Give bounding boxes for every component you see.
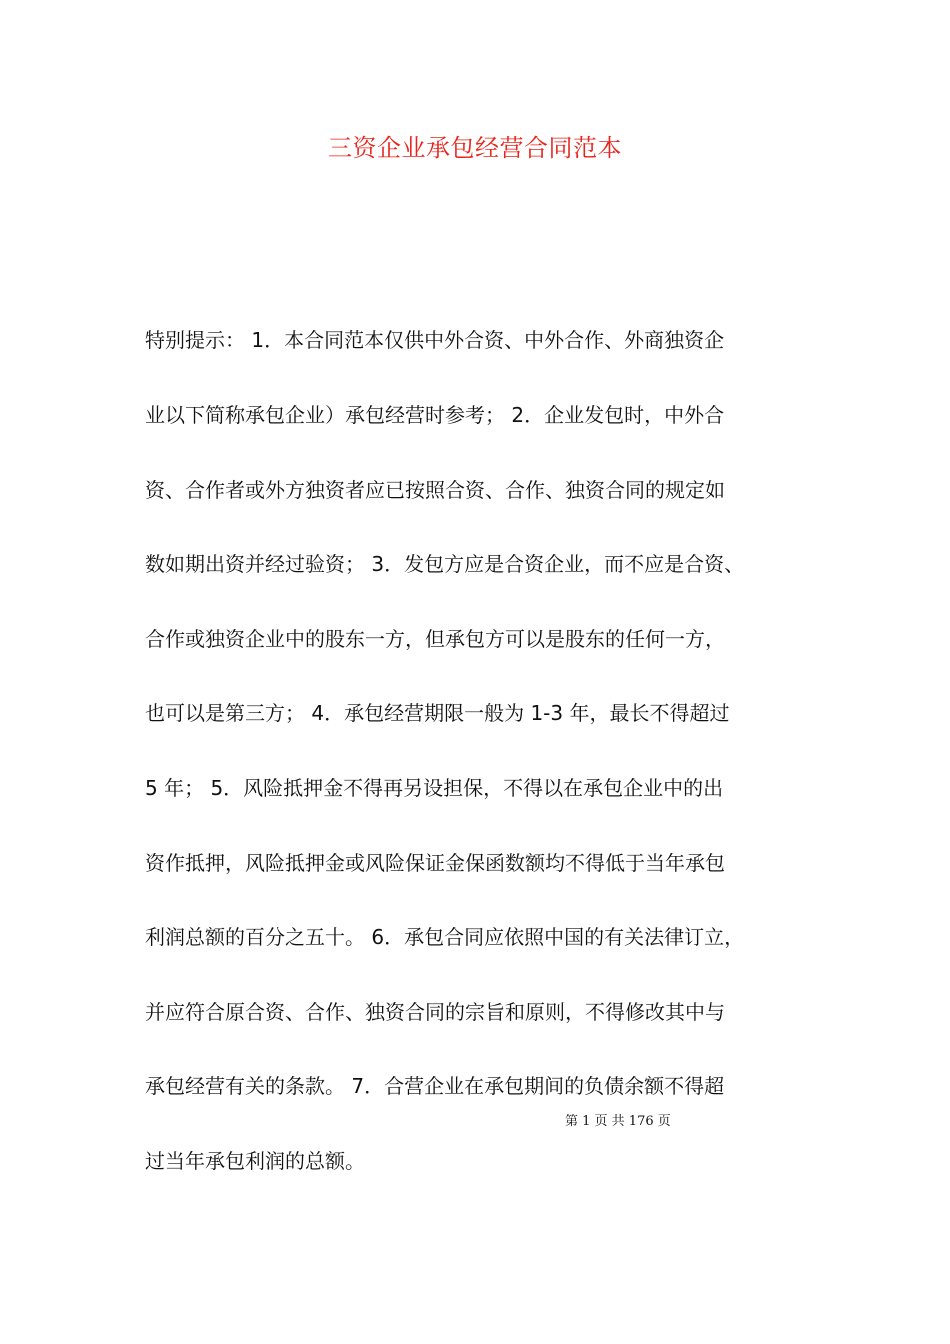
body-line-9: 利润总额的百分之五十。 6．承包合同应依照中国的有关法律订立， xyxy=(145,925,745,949)
body-line-12: 过当年承包利润的总额。 xyxy=(145,1149,365,1173)
body-line-7: 5 年； 5．风险抵押金不得再另设担保，不得以在承包企业中的出 xyxy=(145,776,724,800)
body-line-11: 承包经营有关的条款。 7．合营企业在承包期间的负债余额不得超 xyxy=(145,1074,725,1098)
body-line-4: 数如期出资并经过验资； 3．发包方应是合资企业，而不应是合资、 xyxy=(145,552,745,576)
document-title: 三资企业承包经营合同范本 xyxy=(328,134,622,162)
body-line-1: 特别提示： 1．本合同范本仅供中外合资、中外合作、外商独资企 xyxy=(145,328,725,352)
body-line-10: 并应符合原合资、合作、独资合同的宗旨和原则，不得修改其中与 xyxy=(145,1000,725,1024)
body-line-5: 合作或独资企业中的股东一方，但承包方可以是股东的任何一方， xyxy=(145,627,725,651)
body-line-3: 资、合作者或外方独资者应已按照合资、合作、独资合同的规定如 xyxy=(145,478,725,502)
body-line-8: 资作抵押，风险抵押金或风险保证金保函数额均不得低于当年承包 xyxy=(145,851,725,875)
body-line-2: 业以下简称承包企业）承包经营时参考； 2．企业发包时，中外合 xyxy=(145,403,725,427)
page-number-footer: 第 1 页 共 176 页 xyxy=(565,1114,671,1129)
body-line-6: 也可以是第三方； 4．承包经营期限一般为 1-3 年，最长不得超过 xyxy=(145,701,730,725)
